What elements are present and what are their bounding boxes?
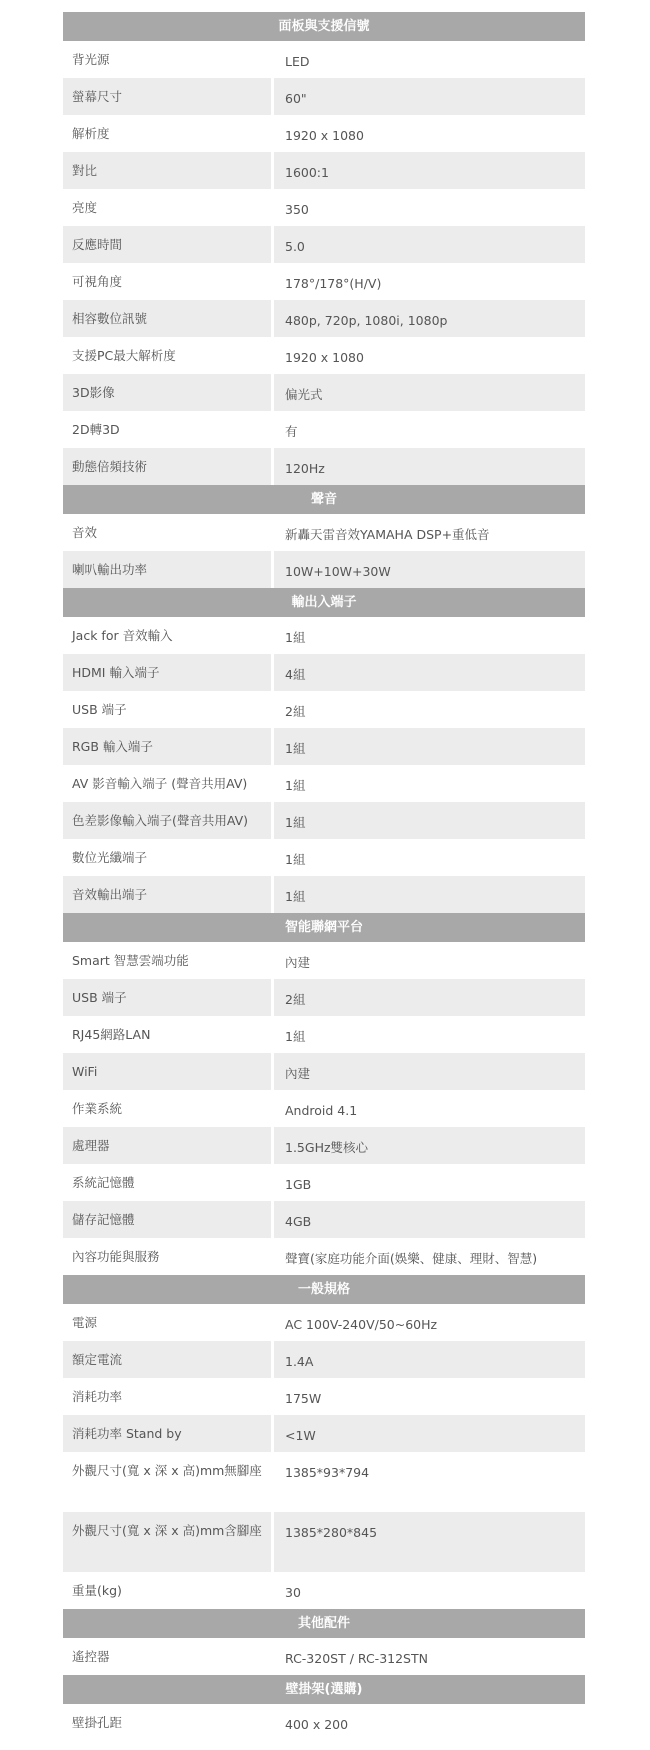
spec-value: 4組 <box>285 667 306 682</box>
spec-value: 400 x 200 <box>285 1717 349 1732</box>
spec-value: 偏光式 <box>285 387 323 402</box>
spec-value: 178°/178°(H/V) <box>285 276 382 291</box>
spec-label: 壁掛孔距 <box>72 1715 123 1730</box>
spec-value: 1.4A <box>285 1354 314 1369</box>
spec-row <box>63 617 585 654</box>
spec-value: Android 4.1 <box>285 1103 358 1118</box>
section-header: 面板與支援信號 <box>63 12 585 41</box>
spec-value: 2組 <box>285 704 306 719</box>
spec-row <box>63 337 585 374</box>
spec-row <box>63 78 585 115</box>
spec-value: RC-320ST / RC-312STN <box>285 1651 428 1666</box>
spec-label: 反應時間 <box>72 237 123 252</box>
spec-label: 色差影像輸入端子(聲音共用AV) <box>72 813 249 828</box>
spec-label: RGB 輸入端子 <box>72 739 153 754</box>
spec-label: 作業系統 <box>72 1101 123 1116</box>
spec-label: WiFi <box>72 1064 98 1079</box>
spec-value: 1GB <box>285 1177 312 1192</box>
spec-row <box>63 1304 585 1341</box>
section-header: 聲音 <box>63 485 585 514</box>
spec-label: 消耗功率 Stand by <box>72 1426 182 1441</box>
spec-row <box>63 189 585 226</box>
spec-value: AC 100V-240V/50~60Hz <box>285 1317 438 1332</box>
spec-value: 1組 <box>285 778 306 793</box>
spec-value: 聲寶(家庭功能介面(娛樂、健康、理財、智慧) <box>285 1251 538 1266</box>
spec-row <box>63 1704 585 1741</box>
spec-value: 內建 <box>285 1066 311 1081</box>
spec-label: 2D轉3D <box>72 422 120 437</box>
spec-label: AV 影音輸入端子 (聲音共用AV) <box>72 776 248 791</box>
spec-row <box>63 839 585 876</box>
spec-row <box>63 263 585 300</box>
spec-label: 儲存記憶體 <box>72 1212 135 1227</box>
spec-value: 1385*93*794 <box>285 1465 370 1480</box>
spec-row <box>63 1164 585 1201</box>
spec-value: 1385*280*845 <box>285 1525 378 1540</box>
spec-label: 外觀尺寸(寬 x 深 x 高)mm含腳座 <box>72 1523 262 1538</box>
spec-row <box>63 876 585 913</box>
spec-value: 5.0 <box>285 239 305 254</box>
spec-row <box>63 1201 585 1238</box>
spec-value: 350 <box>285 202 309 217</box>
spec-value: 480p, 720p, 1080i, 1080p <box>285 313 448 328</box>
spec-value: 1組 <box>285 1029 306 1044</box>
spec-label: 支援PC最大解析度 <box>72 348 176 363</box>
spec-value: 1.5GHz雙核心 <box>285 1140 369 1155</box>
spec-label: 音效輸出端子 <box>72 887 148 902</box>
spec-value: 1組 <box>285 815 306 830</box>
spec-row <box>63 514 585 551</box>
spec-label: 外觀尺寸(寬 x 深 x 高)mm無腳座 <box>72 1463 262 1478</box>
spec-value: 2組 <box>285 992 306 1007</box>
spec-row <box>63 1415 585 1452</box>
spec-label: USB 端子 <box>72 990 127 1005</box>
spec-row <box>63 226 585 263</box>
spec-row <box>63 1512 585 1572</box>
spec-value: 10W+10W+30W <box>285 564 391 579</box>
spec-value: 1600:1 <box>285 165 329 180</box>
spec-row <box>63 152 585 189</box>
spec-value: 1組 <box>285 852 306 867</box>
spec-label: 數位光纖端子 <box>72 850 148 865</box>
spec-row <box>63 691 585 728</box>
spec-label: Smart 智慧雲端功能 <box>72 953 189 968</box>
spec-label: 電源 <box>72 1315 98 1330</box>
spec-row <box>63 1378 585 1415</box>
spec-label: 處理器 <box>72 1138 110 1153</box>
spec-label: 重量(kg) <box>72 1583 122 1598</box>
spec-row <box>63 1238 585 1275</box>
section-header: 一般規格 <box>63 1275 585 1304</box>
spec-row <box>63 1341 585 1378</box>
spec-label: 解析度 <box>72 126 110 141</box>
spec-row <box>63 411 585 448</box>
spec-label: 遙控器 <box>72 1649 110 1664</box>
spec-value: 1組 <box>285 630 306 645</box>
spec-value: 175W <box>285 1391 322 1406</box>
spec-label: 螢幕尺寸 <box>72 89 123 104</box>
spec-value: 新轟天雷音效YAMAHA DSP+重低音 <box>285 527 490 542</box>
spec-label: 亮度 <box>72 200 98 215</box>
spec-label: 音效 <box>72 525 98 540</box>
spec-value: 120Hz <box>285 461 325 476</box>
spec-value: 4GB <box>285 1214 312 1229</box>
spec-row <box>63 942 585 979</box>
spec-row <box>63 551 585 588</box>
spec-row <box>63 41 585 78</box>
section-header: 智能聯網平台 <box>63 913 585 942</box>
spec-row <box>63 1572 585 1609</box>
spec-row <box>63 300 585 337</box>
spec-label: Jack for 音效輸入 <box>72 628 173 643</box>
spec-label: 對比 <box>72 163 98 178</box>
spec-label: HDMI 輸入端子 <box>72 665 160 680</box>
spec-label: 系統記憶體 <box>72 1175 135 1190</box>
spec-label: 3D影像 <box>72 385 115 400</box>
spec-row <box>63 802 585 839</box>
section-header: 壁掛架(選購) <box>63 1675 585 1704</box>
spec-label: 背光源 <box>72 52 110 67</box>
spec-value: 1920 x 1080 <box>285 128 364 143</box>
spec-row <box>63 654 585 691</box>
spec-value: <1W <box>285 1428 316 1443</box>
spec-label: 額定電流 <box>72 1352 123 1367</box>
spec-row <box>63 728 585 765</box>
spec-label: 喇叭輸出功率 <box>72 562 148 577</box>
spec-value: 1組 <box>285 741 306 756</box>
spec-value: 有 <box>285 424 298 439</box>
spec-value: 1920 x 1080 <box>285 350 364 365</box>
spec-table <box>63 12 585 1741</box>
spec-row <box>63 374 585 411</box>
spec-row <box>63 448 585 485</box>
spec-label: 內容功能與服務 <box>72 1249 160 1264</box>
spec-label: USB 端子 <box>72 702 127 717</box>
spec-row <box>63 1053 585 1090</box>
spec-label: 可視角度 <box>72 274 123 289</box>
spec-value: 60" <box>285 91 307 106</box>
spec-row <box>63 115 585 152</box>
spec-label: RJ45網路LAN <box>72 1027 151 1042</box>
section-header: 輸出入端子 <box>63 588 585 617</box>
spec-label: 動態倍頻技術 <box>72 459 148 474</box>
spec-row <box>63 1090 585 1127</box>
spec-row <box>63 979 585 1016</box>
spec-label: 消耗功率 <box>72 1389 123 1404</box>
spec-label: 相容數位訊號 <box>72 311 148 326</box>
section-header: 其他配件 <box>63 1609 585 1638</box>
spec-row <box>63 1638 585 1675</box>
spec-row <box>63 1127 585 1164</box>
spec-value: 1組 <box>285 889 306 904</box>
spec-value: 內建 <box>285 955 311 970</box>
spec-row <box>63 765 585 802</box>
spec-row <box>63 1452 585 1512</box>
spec-value: 30 <box>285 1585 301 1600</box>
spec-value: LED <box>285 54 310 69</box>
spec-row <box>63 1016 585 1053</box>
